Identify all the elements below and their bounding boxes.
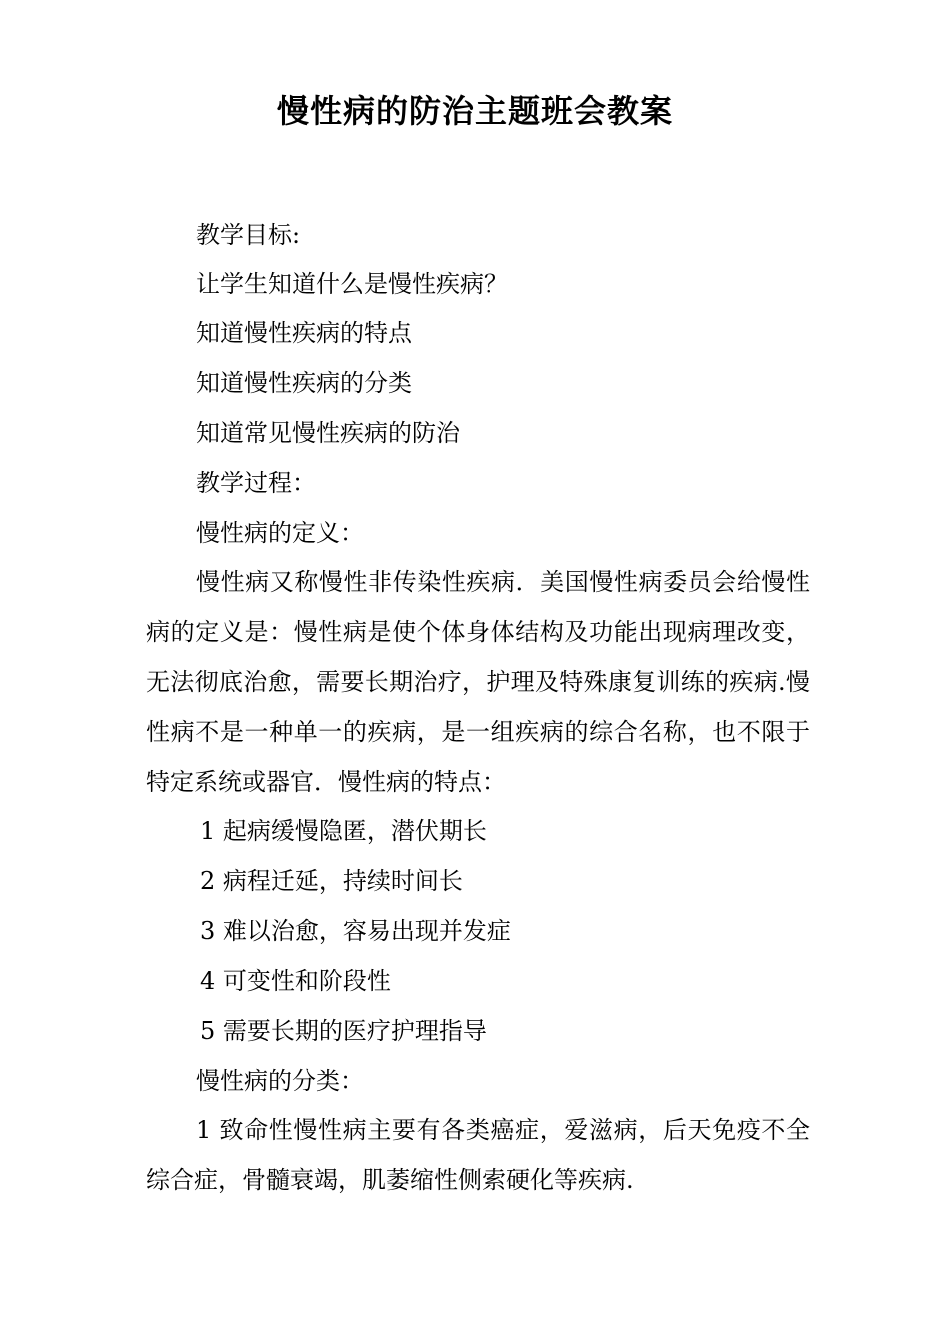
feature-item: 5 需要长期的医疗护理指导 [200,1017,487,1045]
document-title: 慢性病的防治主题班会教案 [276,92,673,130]
classification-paragraph: 1 致命性慢性病主要有各类癌症，爱滋病，后天免疫不全综合症，骨髓衰竭，肌萎缩性侧索硬化等疾病. [146,1116,810,1194]
feature-item: 1 起病缓慢隐匿，潜伏期长 [200,817,487,845]
goal-item: 知道慢性疾病的特点 [196,319,412,347]
goal-item: 知道常见慢性疾病的防治 [196,419,460,447]
definition-paragraph: 慢性病又称慢性非传染性疾病．美国慢性病委员会给慢性病的定义是：慢性病是使个体身体结构及功能出现病理改变，无法彻底治愈，需要长期治疗，护理及特殊康复训练的疾病.慢性病不是一种单一的疾病，是一组疾病的综合名称，也不限于特定系统或器官．慢性病的特点： [146,568,810,796]
definition-heading: 慢性病的定义： [196,519,364,547]
feature-item: 3 难以治愈，容易出现并发症 [200,917,511,945]
goal-item: 让学生知道什么是慢性疾病？ [196,270,508,298]
process-heading: 教学过程： [196,469,316,497]
goals-heading: 教学目标: [196,221,301,249]
goal-item: 知道慢性疾病的分类 [196,369,412,397]
feature-item: 2 病程迁延，持续时间长 [200,867,463,895]
classification-heading: 慢性病的分类： [196,1067,364,1095]
feature-item: 4 可变性和阶段性 [200,967,391,995]
